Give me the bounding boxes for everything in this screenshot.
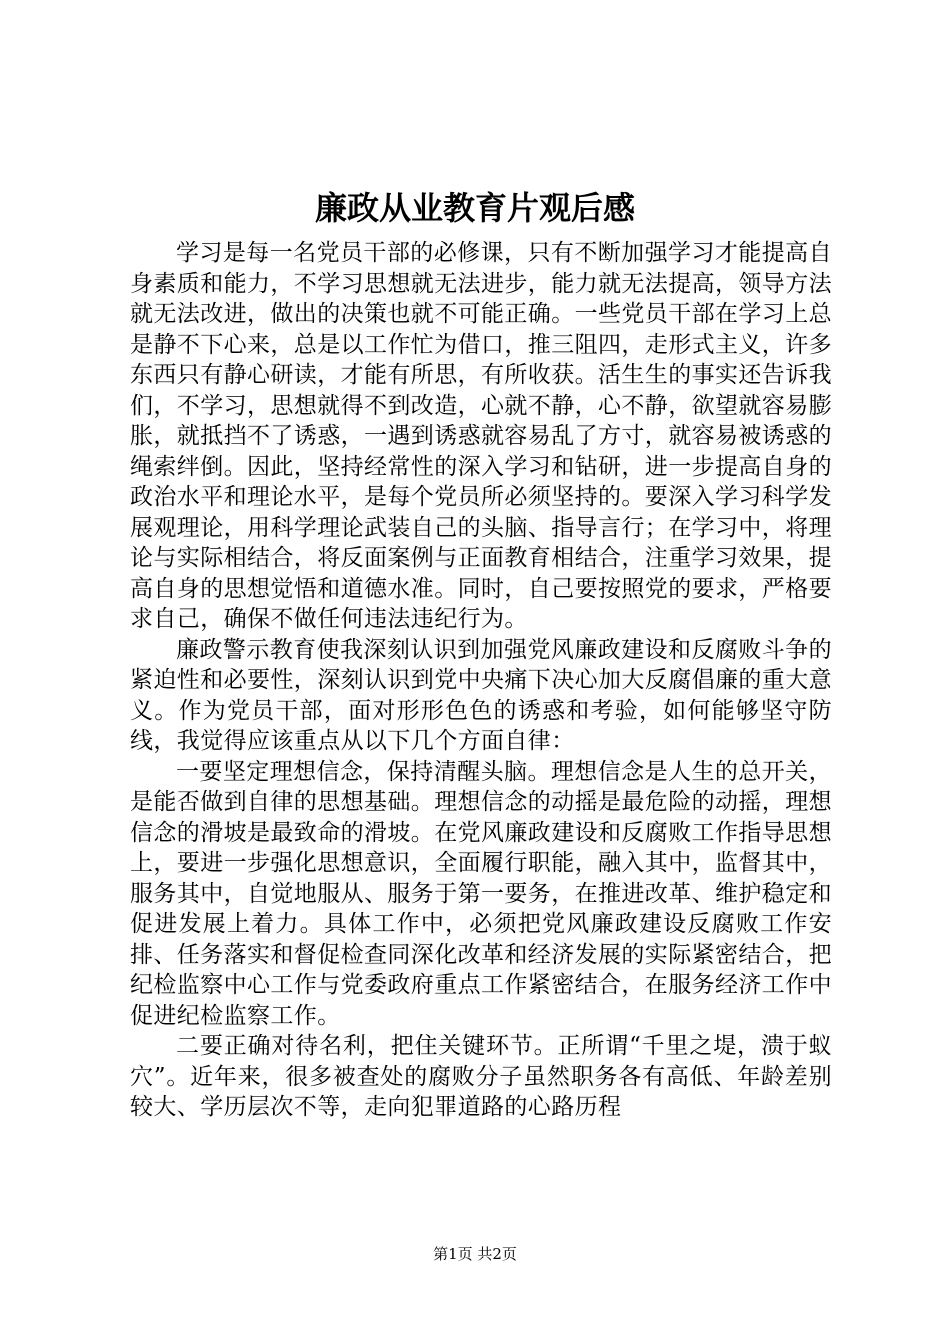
paragraph-study: 学习是每一名党员干部的必修课，只有不断加强学习才能提高自身素质和能力，不学习思想就无法进步，能力就无法提高，领导方法就无法改进，做出的决策也就不可能正确。一些党员干部在学习上总是静不下心来，总是以工作忙为借口，推三阻四，走形式主义，许多东西只有静心研读，才能有所思，有所收获。活生生的事实还告诉我们，不学习，思想就得不到改造，心就不静，心不静，欲望就容易膨胀，就抵挡不了诱惑，一遇到诱惑就容易乱了方寸，就容易被诱惑的绳索绊倒。因此，坚持经常性的深入学习和钻研，进一步提高自身的政治水平和理论水平，是每个党员所必须坚持的。要深入学习科学发展观理论，用科学理论武装自己的头脑、指导言行；在学习中，将理论与实际相结合，将反面案例与正面教育相结合，注重学习效果，提高自身的思想觉悟和道德水准。同时，自己要按照党的要求，严格要求自己，确保不做任何违法违纪行为。	[130, 240, 832, 632]
paragraph-fame-interest: 二要正确对待名利，把住关键环节。正所谓“千里之堤，溃于蚁穴”。近年来，很多被查处的腐败分子虽然职务各有高低、年龄差别较大、学历层次不等，走向犯罪道路的心路历程	[130, 1033, 832, 1120]
page-footer: 第1页 共2页	[433, 1245, 517, 1263]
paragraph-warning-education: 廉政警示教育使我深刻认识到加强党风廉政建设和反腐败斗争的紧迫性和必要性，深刻认识到党中央痛下决心加大反腐倡廉的重大意义。作为党员干部，面对形形色色的诱惑和考验，如何能够坚守防线，我觉得应该重点从以下几个方面自律：	[130, 636, 832, 754]
paragraph-ideals-beliefs: 一要坚定理想信念，保持清醒头脑。理想信念是人生的总开关，是能否做到自律的思想基础。理想信念的动摇是最危险的动摇，理想信念的滑坡是最致命的滑坡。在党风廉政建设和反腐败工作指导思想上，要进一步强化思想意识，全面履行职能，融入其中，监督其中，服务其中，自觉地服从、服务于第一要务，在推进改革、维护稳定和促进发展上着力。具体工作中，必须把党风廉政建设反腐败工作安排、任务落实和督促检查同深化改革和经济发展的实际紧密结合，把纪检监察中心工作与党委政府重点工作紧密结合，在服务经济工作中促进纪检监察工作。	[130, 758, 832, 1029]
document-title: 廉政从业教育片观后感	[314, 189, 635, 227]
document-body	[130, 238, 832, 1123]
